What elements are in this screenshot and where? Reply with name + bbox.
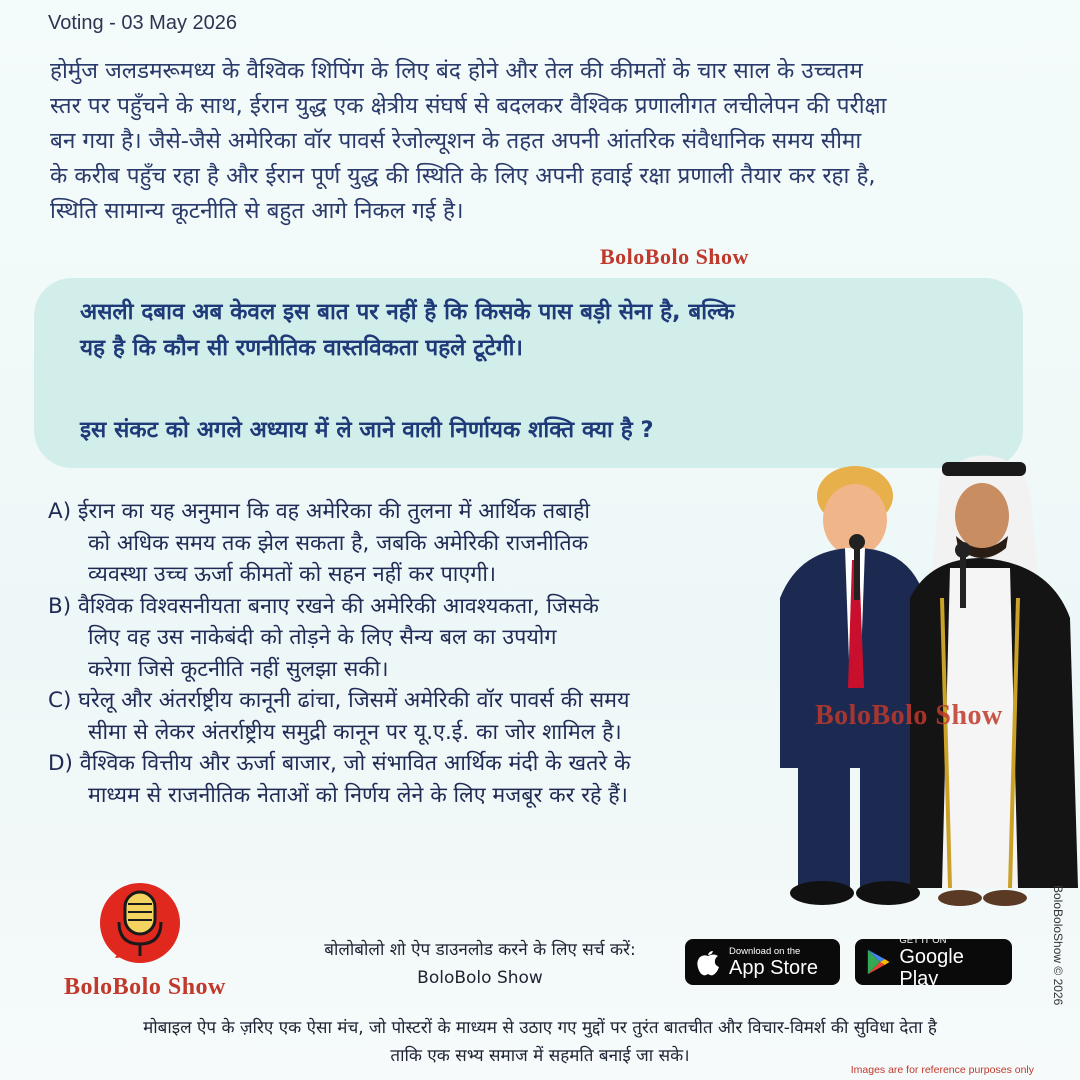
footer-line: ताकि एक सभ्य समाज में सहमति बनाई जा सके। <box>390 1046 690 1066</box>
intro-line: बन गया है। जैसे-जैसे अमेरिका वॉर पावर्स रेजोल्यूशन के तहत अपनी आंतरिक संवैधानिक समय सीमा <box>50 128 862 154</box>
option-text: B) वैश्विक विश्वसनीयता बनाए रखने की अमेरिकी आवश्यकता, जिसके <box>48 593 599 619</box>
option-text: D) वैश्विक वित्तीय और ऊर्जा बाजार, जो संभावित आर्थिक मंदी के खतरे के <box>48 751 631 776</box>
callout-line: यह है कि कौन सी रणनीतिक वास्तविकता पहले टूटेगी। <box>80 335 523 361</box>
copyright-text: BoloBoloShow © 2026 <box>1051 885 1065 1006</box>
figure-right <box>910 456 1078 907</box>
app-store-button[interactable] <box>685 939 840 985</box>
illustration-image <box>760 448 1080 918</box>
option-b[interactable] <box>48 591 758 686</box>
intro-line: के करीब पहुँच रहा है और ईरान पूर्ण युद्ध की स्थिति के लिए अपनी हवाई रक्षा प्रणाली तैयार कर रहा है, <box>50 163 876 189</box>
download-label <box>290 936 670 992</box>
intro-line: स्थिति सामान्य कूटनीति से बहुत आगे निकल गई है। <box>50 198 464 224</box>
google-play-caption: GET IT ON <box>899 934 947 946</box>
app-store-caption: Download on the <box>729 945 801 957</box>
option-text: करेगा जिसे कूटनीति नहीं सुलझा सकी। <box>88 656 389 682</box>
watermark-text: BoloBolo Show <box>815 700 1003 731</box>
footer-line: मोबाइल ऐप के ज़रिए एक ऐसा मंच, जो पोस्टरों के माध्यम से उठाए गए मुद्दों पर तुरंत बातचीत और विचार-विमर्श की सुविधा देता है <box>143 1018 937 1038</box>
callout-question: इस संकट को अगले अध्याय में ले जाने वाली निर्णायक शक्ति क्या है ? <box>80 417 654 443</box>
option-d[interactable] <box>48 748 758 811</box>
option-text: लिए वह उस नाकेबंदी को तोड़ने के लिए सैन्य बल का उपयोग <box>88 625 557 650</box>
download-instruction: बोलोबोलो शो ऐप डाउनलोड करने के लिए सर्च करें: <box>324 940 636 960</box>
option-text: व्यवस्था उच्च ऊर्जा कीमतों को सहन नहीं कर पाएगी। <box>88 562 497 587</box>
option-text: माध्यम से राजनीतिक नेताओं को निर्णय लेने के लिए मजबूर कर रहे हैं। <box>88 782 628 808</box>
options-list <box>48 496 758 811</box>
google-play-icon <box>865 947 891 977</box>
intro-line: स्तर पर पहुँचने के साथ, ईरान युद्ध एक क्षेत्रीय संघर्ष से बदलकर वैश्विक प्रणालीगत लचीलेपन की परीक्षा <box>50 93 887 119</box>
footer-text <box>0 1014 1080 1070</box>
watermark-text: BoloBolo Show <box>600 244 749 269</box>
option-a[interactable] <box>48 496 758 591</box>
callout-line: असली दबाव अब केवल इस बात पर नहीं है कि किसके पास बड़ी सेना है, बल्कि <box>80 299 735 325</box>
option-text: C) घरेलू और अंतर्राष्ट्रीय कानूनी ढांचा, जिसमें अमेरिकी वॉर पावर्स की समय <box>48 688 630 713</box>
apple-icon <box>695 947 721 977</box>
microphone-logo-icon <box>95 878 185 968</box>
option-text: को अधिक समय तक झेल सकता है, जबकि अमेरिकी राजनीतिक <box>88 530 589 556</box>
disclaimer-text: Images are for reference purposes only <box>850 1064 1034 1076</box>
google-play-button[interactable] <box>855 934 1012 990</box>
figure-left <box>780 466 925 905</box>
post-date: Voting - 03 May 2026 <box>48 12 238 34</box>
google-play-title: Google Play <box>899 945 964 990</box>
option-text: सीमा से लेकर अंतर्राष्ट्रीय समुद्री कानून पर यू.ए.ई. का जोर शामिल है। <box>88 719 622 745</box>
option-text: A) ईरान का यह अनुमान कि वह अमेरिका की तुलना में आर्थिक तबाही <box>48 499 590 524</box>
option-c[interactable] <box>48 685 758 748</box>
intro-line: होर्मुज जलडमरूमध्य के वैश्विक शिपिंग के लिए बंद होने और तेल की कीमतों के चार साल के उच्चतम <box>50 58 863 84</box>
download-app-name: BoloBolo Show <box>417 968 543 988</box>
question-callout <box>34 278 1023 468</box>
intro-paragraph <box>50 54 1040 229</box>
app-store-title: App Store <box>729 956 818 979</box>
brand-name: BoloBolo Show <box>64 974 226 1000</box>
